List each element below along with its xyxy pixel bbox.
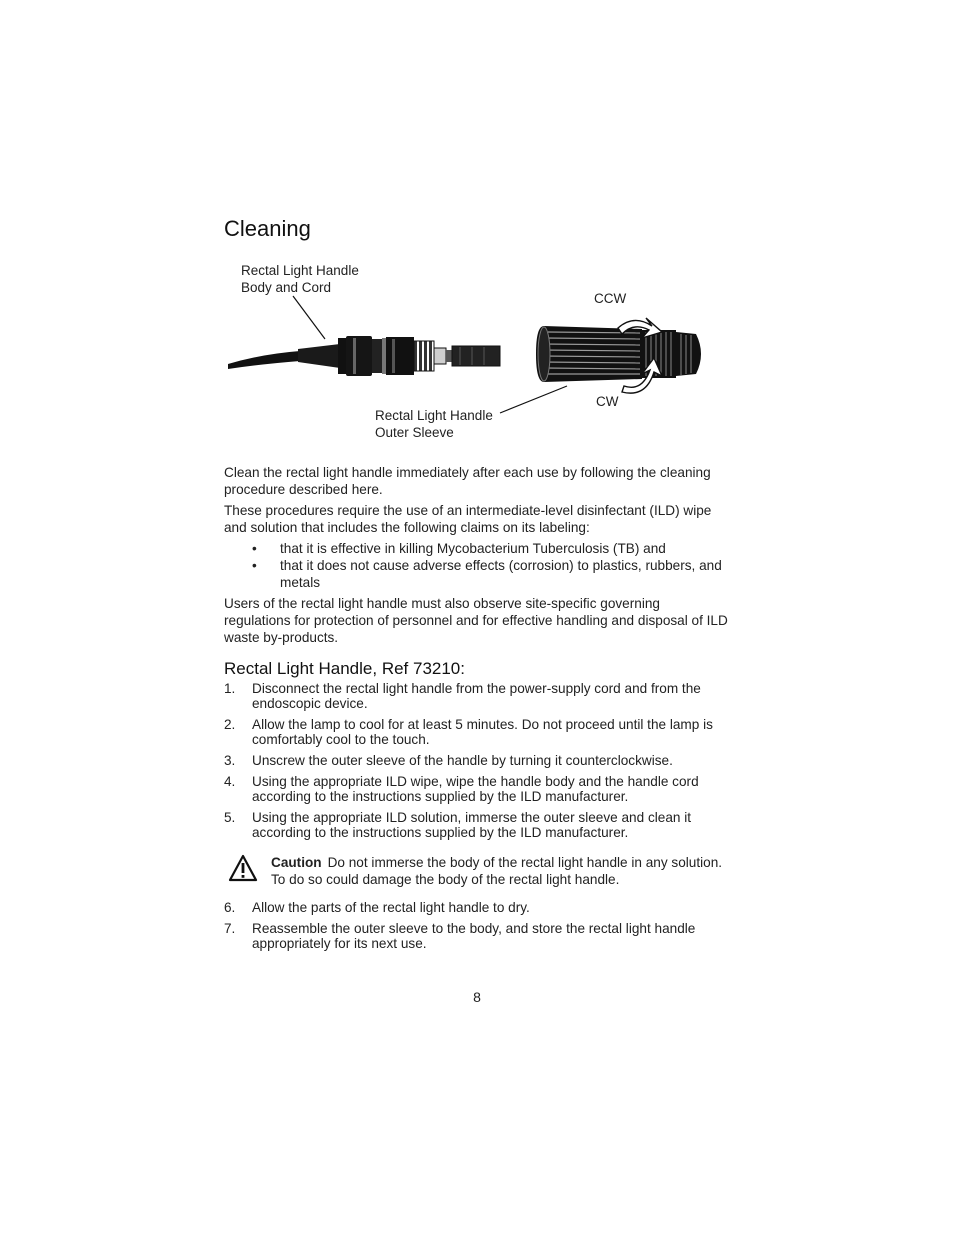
cw-label: CW (596, 394, 619, 409)
handle-illustration (222, 258, 732, 450)
ccw-label: CCW (594, 291, 627, 306)
intro-paragraph-1: Clean the rectal light handle immediately after each use by following the cleaning procedure described here. (224, 465, 711, 497)
caution-text: Do not immerse the body of the rectal light handle in any solution. To do so could damage the body of the rectal light handle. (271, 855, 723, 887)
section-heading: Rectal Light Handle, Ref 73210: (224, 659, 465, 678)
labeling-claims-list (224, 540, 730, 591)
page-title: Cleaning (224, 216, 311, 241)
list-item: • that it does not cause adverse effects (corrosion) to plastics, rubbers, and metals (252, 558, 722, 590)
step-3: 3. Unscrew the outer sleeve of the handle by turning it counterclockwise. (224, 753, 673, 768)
intro-paragraph-3: Users of the rectal light handle must also observe site-specific governing regulations for protection of personnel and for effective handling and disposal of ILD waste by-products. (224, 596, 728, 645)
page-number: 8 (473, 989, 481, 1005)
document-body (224, 464, 730, 957)
warning-triangle-icon (228, 854, 258, 886)
step-5: 5. Using the appropriate ILD solution, immerse the outer sleeve and clean it according to the instructions supplied by the ILD manufacturer. (224, 810, 692, 840)
step-7: 7. Reassemble the outer sleeve to the body, and store the rectal light handle appropriately for its next use. (224, 921, 696, 951)
list-item: • that it is effective in killing Mycobacterium Tuberculosis (TB) and (252, 541, 666, 556)
outer-sleeve-label: Rectal Light Handle Outer Sleeve (375, 408, 493, 440)
step-1: 1. Disconnect the rectal light handle from the power-supply cord and from the endoscopic device. (224, 681, 701, 711)
cleaning-steps-continued (224, 900, 730, 951)
caution-notice (224, 854, 730, 888)
caution-label: Caution (271, 855, 322, 870)
step-4: 4. Using the appropriate ILD wipe, wipe the handle body and the handle cord according to the instructions supplied by the ILD manufacturer. (224, 774, 699, 804)
step-6: 6. Allow the parts of the rectal light handle to dry. (224, 900, 530, 915)
body-and-cord-label: Rectal Light Handle Body and Cord (241, 263, 359, 295)
step-2: 2. Allow the lamp to cool for at least 5 minutes. Do not proceed until the lamp is comfortably cool to the touch. (224, 717, 713, 747)
intro-paragraph-2: These procedures require the use of an intermediate-level disinfectant (ILD) wipe and solution that includes the following claims on its labeling: (224, 503, 712, 535)
cleaning-steps (224, 681, 730, 840)
